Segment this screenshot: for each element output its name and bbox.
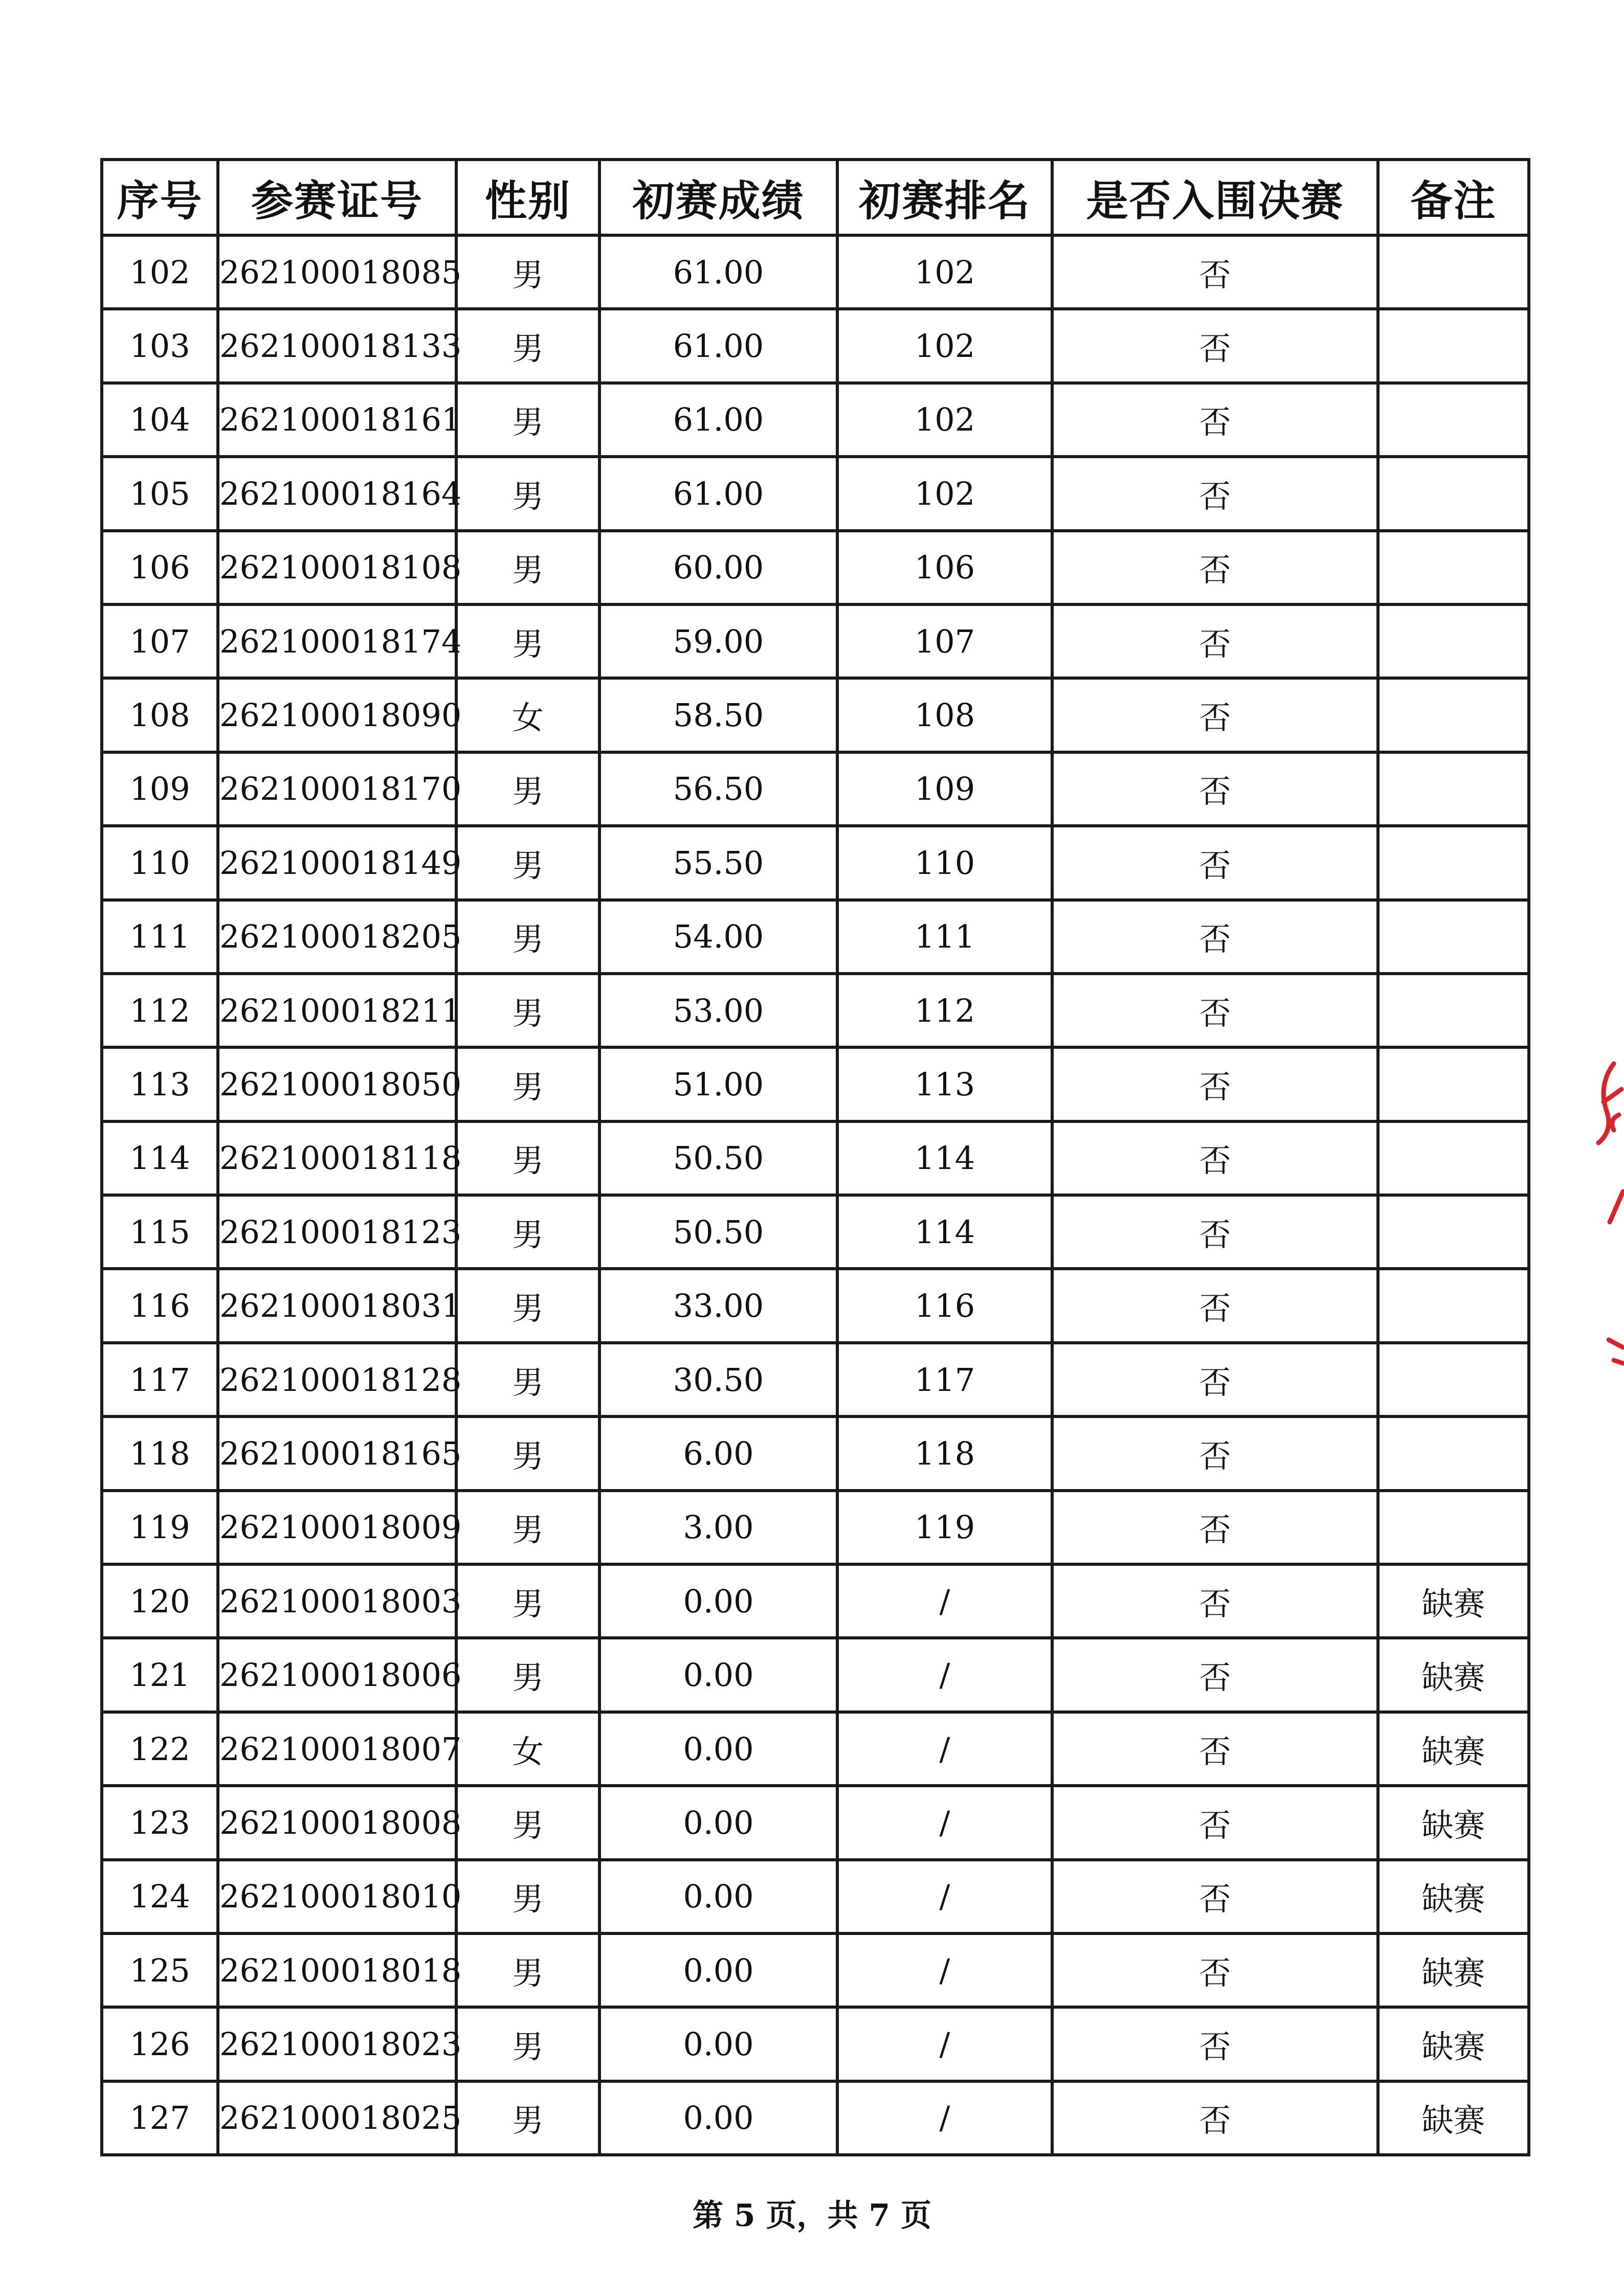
cell-prelim-score: 0.00	[599, 1786, 837, 1859]
table-row	[102, 1269, 1529, 1342]
cell-final-qualified: 否	[1052, 1638, 1378, 1712]
cell-prelim-rank: /	[837, 1786, 1052, 1859]
cell-prelim-rank: 102	[837, 383, 1052, 457]
cell-prelim-rank: 102	[837, 457, 1052, 530]
cell-serial: 104	[102, 383, 218, 457]
cell-remarks	[1378, 974, 1529, 1047]
cell-prelim-rank: 117	[837, 1343, 1052, 1416]
cell-remarks	[1378, 1047, 1529, 1121]
table-row	[102, 604, 1529, 678]
cell-prelim-rank: /	[837, 1933, 1052, 2007]
cell-serial: 125	[102, 1933, 218, 2007]
cell-remarks	[1378, 383, 1529, 457]
cell-final-qualified: 否	[1052, 1121, 1378, 1195]
cell-gender: 男	[456, 1269, 599, 1342]
cell-serial: 120	[102, 1564, 218, 1638]
cell-serial: 110	[102, 826, 218, 899]
table-row	[102, 900, 1529, 974]
red-seal-stamp-fragment	[1578, 1053, 1624, 1370]
cell-entry-id: 262100018025	[218, 2081, 456, 2155]
table-row	[102, 457, 1529, 530]
cell-prelim-score: 53.00	[599, 974, 837, 1047]
cell-gender: 男	[456, 2081, 599, 2155]
cell-gender: 男	[456, 1047, 599, 1121]
cell-gender: 男	[456, 309, 599, 382]
cell-gender: 男	[456, 604, 599, 678]
table-header	[102, 160, 1529, 235]
cell-serial: 113	[102, 1047, 218, 1121]
cell-prelim-score: 33.00	[599, 1269, 837, 1342]
cell-entry-id: 262100018161	[218, 383, 456, 457]
table-row	[102, 1195, 1529, 1269]
cell-entry-id: 262100018085	[218, 235, 456, 309]
cell-prelim-score: 51.00	[599, 1047, 837, 1121]
cell-prelim-score: 55.50	[599, 826, 837, 899]
table-row	[102, 1047, 1529, 1121]
cell-prelim-score: 60.00	[599, 531, 837, 604]
cell-entry-id: 262100018174	[218, 604, 456, 678]
table-row	[102, 1638, 1529, 1712]
cell-entry-id: 262100018007	[218, 1712, 456, 1786]
cell-serial: 114	[102, 1121, 218, 1195]
cell-serial: 117	[102, 1343, 218, 1416]
cell-serial: 111	[102, 900, 218, 974]
cell-entry-id: 262100018031	[218, 1269, 456, 1342]
cell-entry-id: 262100018008	[218, 1786, 456, 1859]
cell-final-qualified: 否	[1052, 309, 1378, 382]
table-row	[102, 2007, 1529, 2081]
cell-serial: 123	[102, 1786, 218, 1859]
cell-prelim-score: 30.50	[599, 1343, 837, 1416]
cell-entry-id: 262100018006	[218, 1638, 456, 1712]
cell-prelim-score: 61.00	[599, 457, 837, 530]
cell-serial: 124	[102, 1860, 218, 1933]
cell-remarks: 缺赛	[1378, 1860, 1529, 1933]
cell-prelim-rank: 110	[837, 826, 1052, 899]
cell-final-qualified: 否	[1052, 1564, 1378, 1638]
cell-final-qualified: 否	[1052, 752, 1378, 826]
cell-remarks	[1378, 678, 1529, 752]
cell-prelim-score: 0.00	[599, 1564, 837, 1638]
cell-prelim-score: 54.00	[599, 900, 837, 974]
cell-entry-id: 262100018170	[218, 752, 456, 826]
cell-final-qualified: 否	[1052, 974, 1378, 1047]
cell-serial: 107	[102, 604, 218, 678]
table-row	[102, 531, 1529, 604]
cell-remarks	[1378, 752, 1529, 826]
cell-prelim-rank: 107	[837, 604, 1052, 678]
cell-entry-id: 262100018090	[218, 678, 456, 752]
cell-entry-id: 262100018164	[218, 457, 456, 530]
cell-prelim-rank: /	[837, 1564, 1052, 1638]
table-row	[102, 2081, 1529, 2155]
cell-gender: 女	[456, 1712, 599, 1786]
cell-gender: 男	[456, 1491, 599, 1564]
cell-entry-id: 262100018128	[218, 1343, 456, 1416]
cell-gender: 男	[456, 1195, 599, 1269]
cell-entry-id: 262100018023	[218, 2007, 456, 2081]
cell-serial: 109	[102, 752, 218, 826]
cell-prelim-rank: 113	[837, 1047, 1052, 1121]
cell-entry-id: 262100018009	[218, 1491, 456, 1564]
cell-remarks	[1378, 531, 1529, 604]
cell-gender: 男	[456, 900, 599, 974]
table-row	[102, 1564, 1529, 1638]
table-body	[102, 235, 1529, 2155]
results-table	[100, 158, 1530, 2156]
cell-prelim-score: 0.00	[599, 1712, 837, 1786]
cell-final-qualified: 否	[1052, 457, 1378, 530]
cell-gender: 男	[456, 1638, 599, 1712]
cell-final-qualified: 否	[1052, 1491, 1378, 1564]
cell-prelim-rank: 111	[837, 900, 1052, 974]
cell-remarks	[1378, 604, 1529, 678]
cell-serial: 102	[102, 235, 218, 309]
cell-prelim-score: 56.50	[599, 752, 837, 826]
table-row	[102, 1712, 1529, 1786]
table-row	[102, 1786, 1529, 1859]
cell-remarks: 缺赛	[1378, 1564, 1529, 1638]
cell-gender: 男	[456, 1933, 599, 2007]
cell-prelim-score: 0.00	[599, 1933, 837, 2007]
cell-final-qualified: 否	[1052, 1269, 1378, 1342]
cell-entry-id: 262100018165	[218, 1416, 456, 1490]
cell-serial: 122	[102, 1712, 218, 1786]
col-header-remarks: 备注	[1378, 160, 1529, 235]
cell-entry-id: 262100018003	[218, 1564, 456, 1638]
cell-entry-id: 262100018123	[218, 1195, 456, 1269]
table-row	[102, 1491, 1529, 1564]
cell-prelim-score: 50.50	[599, 1195, 837, 1269]
cell-serial: 127	[102, 2081, 218, 2155]
table-row	[102, 826, 1529, 899]
cell-prelim-rank: /	[837, 1638, 1052, 1712]
cell-final-qualified: 否	[1052, 235, 1378, 309]
cell-remarks	[1378, 1195, 1529, 1269]
cell-gender: 女	[456, 678, 599, 752]
cell-serial: 118	[102, 1416, 218, 1490]
cell-gender: 男	[456, 2007, 599, 2081]
cell-remarks: 缺赛	[1378, 1638, 1529, 1712]
cell-final-qualified: 否	[1052, 1860, 1378, 1933]
table-row	[102, 1121, 1529, 1195]
col-header-prelim-score: 初赛成绩	[599, 160, 837, 235]
cell-prelim-rank: 106	[837, 531, 1052, 604]
cell-prelim-rank: 118	[837, 1416, 1052, 1490]
table-row	[102, 678, 1529, 752]
cell-serial: 116	[102, 1269, 218, 1342]
cell-remarks	[1378, 457, 1529, 530]
cell-remarks	[1378, 309, 1529, 382]
cell-gender: 男	[456, 457, 599, 530]
cell-remarks: 缺赛	[1378, 2007, 1529, 2081]
table-row	[102, 1343, 1529, 1416]
cell-serial: 108	[102, 678, 218, 752]
table-row	[102, 752, 1529, 826]
page-number-footer: 第 5 页，共 7 页	[692, 2198, 932, 2234]
cell-prelim-score: 6.00	[599, 1416, 837, 1490]
cell-prelim-score: 0.00	[599, 1638, 837, 1712]
cell-final-qualified: 否	[1052, 383, 1378, 457]
col-header-prelim-rank: 初赛排名	[837, 160, 1052, 235]
col-header-entry-id: 参赛证号	[218, 160, 456, 235]
cell-prelim-rank: 108	[837, 678, 1052, 752]
cell-serial: 103	[102, 309, 218, 382]
header-row	[102, 160, 1529, 235]
cell-final-qualified: 否	[1052, 678, 1378, 752]
cell-final-qualified: 否	[1052, 1712, 1378, 1786]
cell-serial: 119	[102, 1491, 218, 1564]
cell-serial: 105	[102, 457, 218, 530]
cell-entry-id: 262100018205	[218, 900, 456, 974]
cell-entry-id: 262100018010	[218, 1860, 456, 1933]
cell-gender: 男	[456, 826, 599, 899]
cell-serial: 115	[102, 1195, 218, 1269]
cell-final-qualified: 否	[1052, 1933, 1378, 2007]
cell-remarks	[1378, 1491, 1529, 1564]
cell-remarks	[1378, 235, 1529, 309]
cell-final-qualified: 否	[1052, 1195, 1378, 1269]
cell-entry-id: 262100018133	[218, 309, 456, 382]
cell-serial: 112	[102, 974, 218, 1047]
cell-final-qualified: 否	[1052, 1416, 1378, 1490]
table-row	[102, 1933, 1529, 2007]
cell-final-qualified: 否	[1052, 2007, 1378, 2081]
cell-remarks	[1378, 1416, 1529, 1490]
cell-prelim-rank: 116	[837, 1269, 1052, 1342]
cell-final-qualified: 否	[1052, 1047, 1378, 1121]
cell-gender: 男	[456, 1786, 599, 1859]
cell-gender: 男	[456, 1564, 599, 1638]
table-row	[102, 235, 1529, 309]
cell-gender: 男	[456, 531, 599, 604]
cell-entry-id: 262100018108	[218, 531, 456, 604]
cell-final-qualified: 否	[1052, 2081, 1378, 2155]
cell-entry-id: 262100018118	[218, 1121, 456, 1195]
cell-serial: 126	[102, 2007, 218, 2081]
cell-prelim-score: 0.00	[599, 2007, 837, 2081]
cell-entry-id: 262100018149	[218, 826, 456, 899]
cell-prelim-rank: /	[837, 1860, 1052, 1933]
cell-gender: 男	[456, 1121, 599, 1195]
cell-prelim-score: 3.00	[599, 1491, 837, 1564]
cell-entry-id: 262100018018	[218, 1933, 456, 2007]
cell-gender: 男	[456, 1416, 599, 1490]
cell-remarks	[1378, 1343, 1529, 1416]
table-row	[102, 383, 1529, 457]
cell-prelim-rank: 119	[837, 1491, 1052, 1564]
cell-prelim-score: 61.00	[599, 309, 837, 382]
cell-gender: 男	[456, 752, 599, 826]
cell-prelim-rank: 102	[837, 235, 1052, 309]
cell-prelim-rank: 109	[837, 752, 1052, 826]
table-row	[102, 1416, 1529, 1490]
cell-entry-id: 262100018211	[218, 974, 456, 1047]
cell-remarks	[1378, 1121, 1529, 1195]
cell-remarks: 缺赛	[1378, 1786, 1529, 1859]
cell-final-qualified: 否	[1052, 1343, 1378, 1416]
cell-prelim-score: 59.00	[599, 604, 837, 678]
cell-final-qualified: 否	[1052, 900, 1378, 974]
cell-prelim-rank: 114	[837, 1121, 1052, 1195]
table-row	[102, 309, 1529, 382]
table-row	[102, 1860, 1529, 1933]
cell-remarks	[1378, 826, 1529, 899]
cell-remarks	[1378, 1269, 1529, 1342]
cell-gender: 男	[456, 1860, 599, 1933]
cell-remarks: 缺赛	[1378, 1712, 1529, 1786]
cell-prelim-score: 0.00	[599, 2081, 837, 2155]
cell-final-qualified: 否	[1052, 826, 1378, 899]
cell-entry-id: 262100018050	[218, 1047, 456, 1121]
cell-prelim-rank: /	[837, 2007, 1052, 2081]
cell-prelim-rank: /	[837, 1712, 1052, 1786]
col-header-serial: 序号	[102, 160, 218, 235]
cell-prelim-score: 0.00	[599, 1860, 837, 1933]
cell-gender: 男	[456, 383, 599, 457]
cell-serial: 121	[102, 1638, 218, 1712]
cell-prelim-score: 50.50	[599, 1121, 837, 1195]
cell-serial: 106	[102, 531, 218, 604]
cell-remarks: 缺赛	[1378, 2081, 1529, 2155]
col-header-gender: 性别	[456, 160, 599, 235]
cell-final-qualified: 否	[1052, 604, 1378, 678]
cell-prelim-score: 61.00	[599, 235, 837, 309]
cell-prelim-rank: /	[837, 2081, 1052, 2155]
cell-gender: 男	[456, 1343, 599, 1416]
table-row	[102, 974, 1529, 1047]
cell-prelim-rank: 102	[837, 309, 1052, 382]
cell-gender: 男	[456, 974, 599, 1047]
col-header-final-qualified: 是否入围决赛	[1052, 160, 1378, 235]
cell-prelim-score: 61.00	[599, 383, 837, 457]
cell-prelim-rank: 114	[837, 1195, 1052, 1269]
cell-prelim-score: 58.50	[599, 678, 837, 752]
cell-final-qualified: 否	[1052, 531, 1378, 604]
cell-final-qualified: 否	[1052, 1786, 1378, 1859]
cell-remarks	[1378, 900, 1529, 974]
cell-gender: 男	[456, 235, 599, 309]
cell-remarks: 缺赛	[1378, 1933, 1529, 2007]
cell-prelim-rank: 112	[837, 974, 1052, 1047]
